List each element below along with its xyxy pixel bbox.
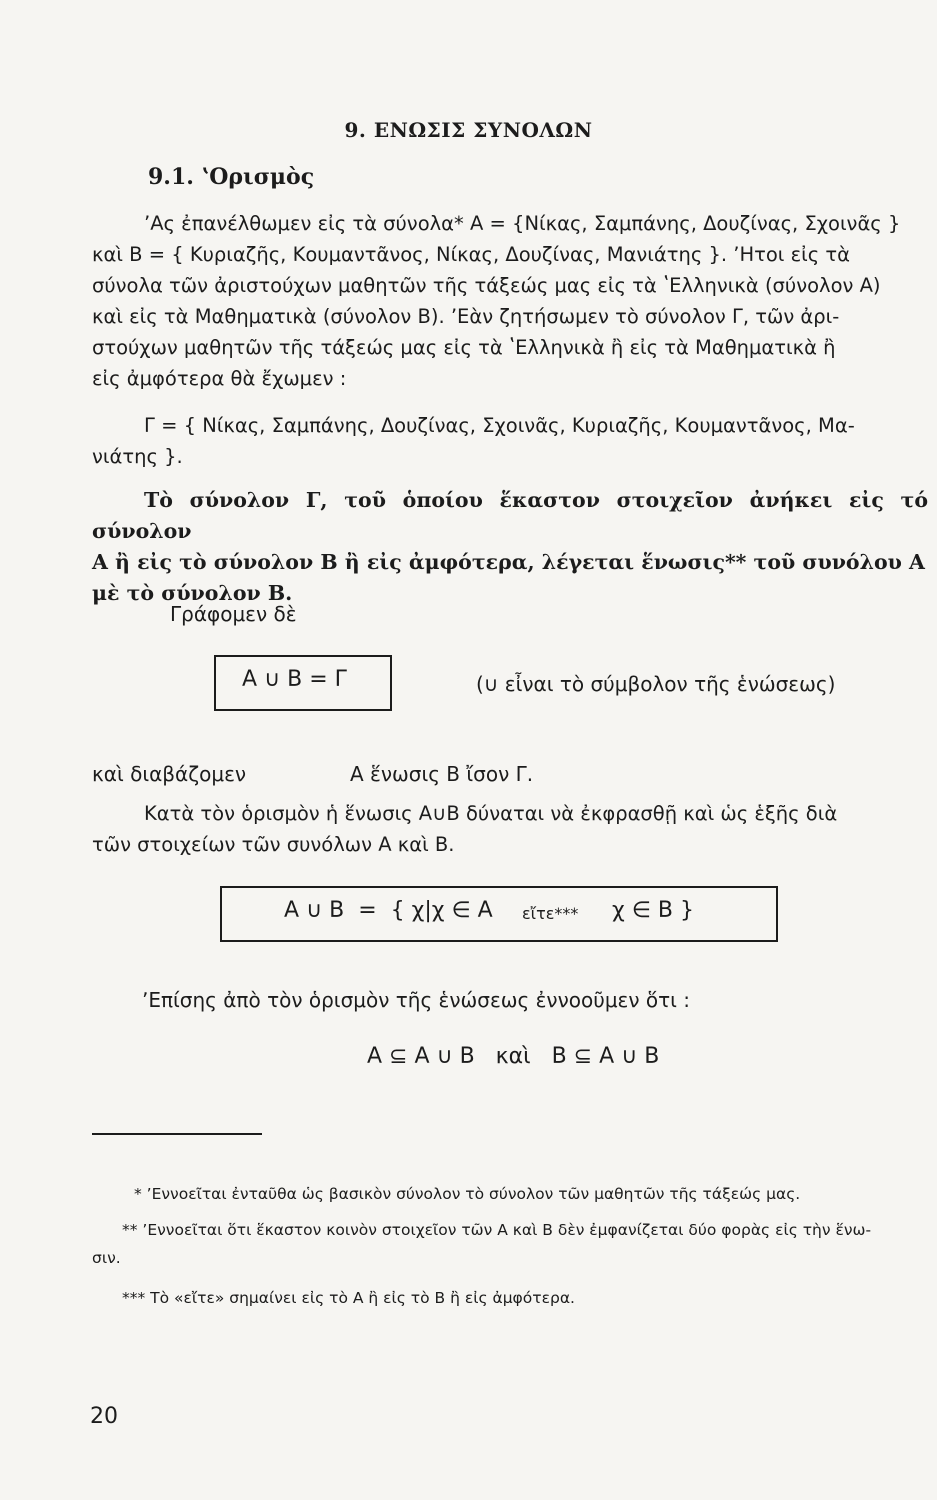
- union-symbol-note: (∪ εἶναι τὸ σύμβολον τῆς ἑνώσεως): [476, 672, 836, 696]
- inclusion-formula: Α ⊆ Α ∪ Β καὶ Β ⊆ Α ∪ Β: [367, 1044, 660, 1069]
- set-builder-left: Α ∪ Β = { χ|χ ∈ Α: [284, 898, 493, 923]
- intro-line: καὶ Β = { Κυριαζῆς, Κουμαντᾶνος, Νίκας, Δουζίνας, Μανιάτης }. ʼΗτοι εἰς τὰ: [92, 243, 850, 266]
- footnote-divider: [92, 1133, 262, 1135]
- footnote-2-line: ** ʼΕννοεῖται ὅτι ἕκαστον κοινὸν στοιχεῖον τῶν Α καὶ Β δὲν ἐμφανίζεται δύο φορὰς εἰς τὴν ἕνω-: [122, 1221, 872, 1239]
- read-text: Α ἕνωσις Β ἴσον Γ.: [350, 762, 534, 786]
- intro-line: στούχων μαθητῶν τῆς τάξεώς μας εἰς τὰ ʽΕλληνικὰ ἢ εἰς τὰ Μαθηματικὰ ἢ: [92, 336, 836, 359]
- set-builder-right: χ ∈ Β }: [612, 898, 694, 923]
- intro-paragraph: [92, 208, 928, 394]
- write-label: Γράφομεν δὲ: [170, 602, 297, 626]
- section-heading: 9.1. ʽΟρισμὸς: [148, 164, 315, 190]
- intro-line: εἰς ἀμφότερα θὰ ἔχωμεν :: [92, 367, 347, 390]
- set-builder-either: εἴτε***: [522, 904, 579, 923]
- definition-line: μὲ τὸ σύνολον Β.: [92, 581, 293, 605]
- intro-line: καὶ εἰς τὰ Μαθηματικὰ (σύνολον Β). ʼΕὰν ζητήσωμεν τὸ σύνολον Γ, τῶν ἀρι-: [92, 305, 840, 328]
- union-formula: Α ∪ Β = Γ: [242, 667, 347, 692]
- set-gamma-line: νιάτης }.: [92, 445, 183, 468]
- definition-paragraph: [92, 485, 928, 609]
- by-definition-paragraph: [92, 798, 928, 860]
- definition-line: Τὸ σύνολον Γ, τοῦ ὁποίου ἕκαστον στοιχεῖον ἀνήκει εἰς τό σύνολον: [92, 488, 928, 543]
- footnote-2: [92, 1216, 928, 1272]
- chapter-title: 9. ΕΝΩΣΙΣ ΣΥΝΟΛΩΝ: [344, 118, 593, 142]
- union-formula-box: [214, 655, 392, 711]
- read-label: καὶ διαβάζομεν: [92, 762, 247, 786]
- page-number: 20: [90, 1404, 118, 1429]
- set-gamma-paragraph: [92, 410, 928, 472]
- by-definition-line: τῶν στοιχείων τῶν συνόλων Α καὶ Β.: [92, 833, 455, 856]
- intro-line: ʼΑς ἐπανέλθωμεν εἰς τὰ σύνολα* Α = {Νίκας, Σαμπάνης, Δουζίνας, Σχοινᾶς }: [144, 212, 901, 235]
- intro-line: σύνολα τῶν ἀριστούχων μαθητῶν τῆς τάξεώς μας εἰς τὰ ʽΕλληνικὰ (σύνολον Α): [92, 274, 881, 297]
- by-definition-line: Κατὰ τὸν ὁρισμὸν ἡ ἕνωσις Α∪Β δύναται νὰ ἐκφρασθῇ καὶ ὡς ἑξῆς διὰ: [144, 802, 838, 825]
- footnote-1: * ʼΕννοεῖται ἐνταῦθα ὡς βασικὸν σύνολον τὸ σύνολον τῶν μαθητῶν τῆς τάξεώς μας.: [134, 1185, 801, 1203]
- set-gamma-line: Γ = { Νίκας, Σαμπάνης, Δουζίνας, Σχοινᾶς, Κυριαζῆς, Κουμαντᾶνος, Μα-: [144, 414, 855, 437]
- definition-line: Α ἢ εἰς τὸ σύνολον Β ἢ εἰς ἀμφότερα, λέγεται ἕνωσις** τοῦ συνόλου Α: [92, 550, 925, 574]
- footnote-3: *** Τὸ «εἴτε» σημαίνει εἰς τὸ Α ἢ εἰς τὸ Β ἢ εἰς ἀμφότερα.: [122, 1289, 575, 1307]
- footnote-2-line: σιν.: [92, 1249, 121, 1267]
- set-builder-formula-box: [220, 886, 778, 942]
- also-text: ʼΕπίσης ἀπὸ τὸν ὁρισμὸν τῆς ἑνώσεως ἐννοοῦμεν ὅτι :: [142, 988, 691, 1012]
